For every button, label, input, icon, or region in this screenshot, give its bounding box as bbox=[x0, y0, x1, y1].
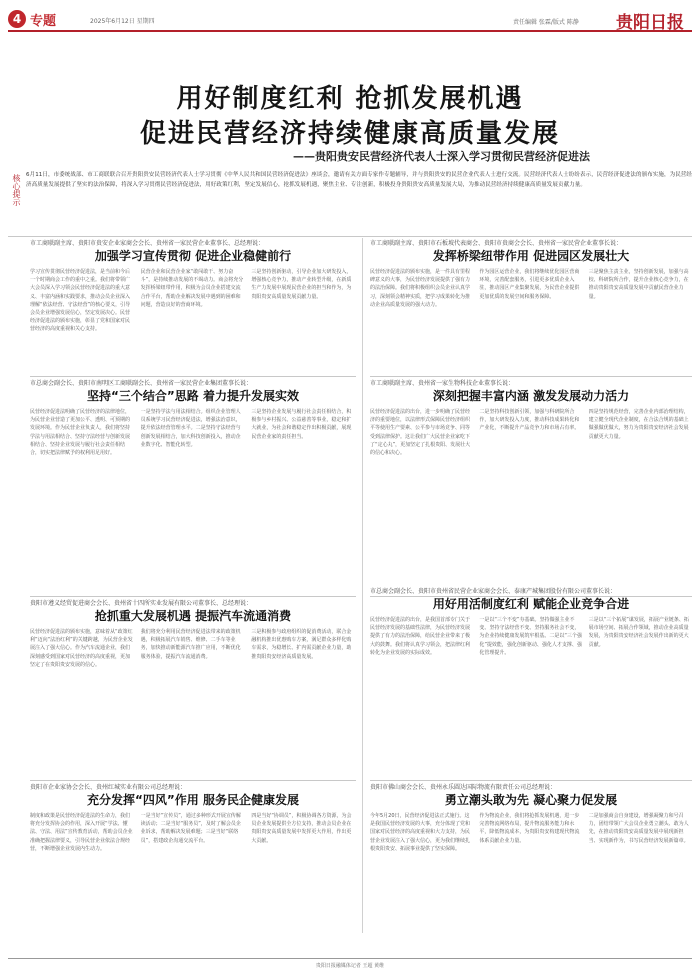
article-paragraph: 今年5月20日，民营经济促进法正式施行。这是我国民营经济发展的大事，充分体现了党和国家对民营经济的高度重视和大力支持，为民营企业发展注入了强大信心，更为我们继续扎根贵阳贵安、拓展事业提供了坚实保障。 bbox=[370, 813, 471, 852]
article-block bbox=[370, 240, 692, 370]
column-name: 专题 bbox=[30, 14, 57, 29]
article-paragraph: 三是聚焦主责主业，坚持创新发展，加强与高校、科研院所合作，提升企业核心竞争力，在推动贵阳贵安高质量发展中贡献民营企业力量。 bbox=[588, 269, 689, 300]
article-paragraph: 民营经济促进法的出台，进一步明确了民营经济的重要地位，以法律形式保障民营经济组织平等使用生产要素、公平参与市场竞争、同等受到法律保护。这让我们广大民营企业家吃下了“定心丸”，更加坚定了扎根贵阳、发展壮大的信心和决心。 bbox=[370, 409, 471, 457]
article-kicker: 市工商联副主席、贵阳市贵安企业家商会会长、贵州省一家民营企业董事长、总经理说： bbox=[30, 240, 265, 247]
article-title: 深刻把握丰富内涵 激发发展动力活力 bbox=[432, 389, 630, 403]
article-block bbox=[370, 588, 692, 778]
article-block bbox=[30, 380, 356, 590]
divider bbox=[30, 780, 356, 781]
article-block bbox=[30, 784, 356, 952]
divider bbox=[370, 376, 692, 377]
article-title: 加强学习宣传贯彻 促进企业稳健前行 bbox=[94, 249, 292, 263]
article-paragraph: 二是加强商会自身建设，增强凝聚力和号召力，团结带领广大会员企业勇立潮头、敢为人先，在推动贵阳贵安高质量发展中展现新担当、实现新作为，书写民营经济发展新篇章。 bbox=[588, 813, 689, 844]
article-kicker: 贵阳市遵义经贸促进商会会长、贵州省十四所实业发展有限公司董事长、总经理说： bbox=[30, 600, 253, 607]
article-kicker: 市总商会副会长、贵阳市贵州省民营企业家商会会长、泰康产城集团股份有限公司董事长说： bbox=[370, 588, 617, 595]
article-paragraph: 四是坚持规范经营，完善企业内部治理结构，建立健全现代企业制度，在合法合规的基础上做强做优做大，努力为贵阳贵安经济社会发展贡献更大力量。 bbox=[588, 409, 689, 440]
issue-date: 2025年6月12日 星期四 bbox=[90, 18, 155, 25]
article-kicker: 市总商会副会长、贵阳市南明区工商联副会长、贵州省一家民营企业集团董事长说： bbox=[30, 380, 253, 387]
article-kicker: 市工商联副主席、贵阳市石板坡代表商会、贵阳市贵商会会长、贵州省一家民营企业董事长说： bbox=[370, 240, 623, 247]
article-title: 发挥桥梁纽带作用 促进园区发展壮大 bbox=[432, 249, 630, 263]
divider bbox=[30, 596, 356, 597]
divider bbox=[8, 236, 692, 237]
page-header bbox=[8, 8, 692, 32]
article-block bbox=[30, 240, 356, 370]
intro-tag: 核心提示 bbox=[12, 174, 21, 206]
divider bbox=[30, 376, 356, 377]
article-paragraph: 二是坚持科技创新引领，加强与科研院所合作，加大研发投入力度，推动科技成果转化和产业化，不断提升产品竞争力和市场占有率。 bbox=[479, 409, 580, 432]
article-paragraph: 学习宣传贯彻民营经济促进法，是当前和今后一个时期商会工作的重中之重。我们将带领广大会员深入学习领会民营经济促进法的重大意义、丰富内涵和实践要求，推动会员企业深入理解“依法经营、守法经营”的核心要义，引导会员企业增强发展信心，坚定发展决心。民营经济促进法的颁布实施，彰显了党和国家对民营经济的高度重视和关心支持。 bbox=[30, 269, 131, 333]
article-paragraph: 四是当好“协调员”，积极协调各方资源，为会员企业发展提供全方位支持，推动会员企业在贵阳贵安高质量发展中发挥更大作用，作出更大贡献。 bbox=[251, 813, 352, 844]
article-paragraph: 三是积极参与政府组织的促消费活动，联合金融机构推出优惠购车方案，满足群众多样化购车需求，为稳增长、扩内需贡献企业力量，助推贵阳贵安经济高质量发展。 bbox=[251, 629, 352, 660]
article-kicker: 市工商联副主席、贵州省一家生物科技企业董事长说： bbox=[370, 380, 515, 387]
headline-line-1: 用好制度红利 抢抓发展机遇 bbox=[176, 84, 524, 114]
article-paragraph: 三是坚持创新驱动，引导企业加大研发投入，增强核心竞争力，推动产业转型升级，在新质生产力发展中展现民营企业的担当和作为，为贵阳贵安高质量发展贡献力量。 bbox=[251, 269, 352, 300]
article-block bbox=[370, 380, 692, 590]
headline-line-2: 促进民营经济持续健康高质量发展 bbox=[139, 119, 560, 149]
editor-credits: 责任编辑 张霖/版式 陈静 bbox=[513, 19, 579, 26]
article-paragraph: 我们将充分利用民营经济促进法带来的政策机遇，积极拓展汽车销售、维修、二手车等业务，加快推动新能源汽车推广应用，不断优化服务体验，提振汽车流通消费。 bbox=[140, 629, 241, 660]
article-paragraph: 民营经济促进法的出台，是我国首部专门关于民营经济发展的基础性法律，为民营经济发展提供了有力的法治保障，给民营企业带来了极大的鼓舞。我们将认真学习领会，把法律红利转化为企业发展的实际成效。 bbox=[370, 617, 471, 656]
article-paragraph: 三是以“三个拓展”谋发展，拓展产业链条、拓展市场空间、拓展合作领域，推动企业高质量发展，为贵阳贵安经济社会发展作出新的更大贡献。 bbox=[588, 617, 689, 648]
page-footer: 贵阳日报融媒体记者 王超 黄维 bbox=[8, 958, 692, 969]
article-title: 充分发挥“四风”作用 服务民企健康发展 bbox=[87, 793, 299, 807]
article-kicker: 贵阳市企业家协会会长、贵州红城实业有限公司总经理说： bbox=[30, 784, 187, 791]
article-paragraph: 民营经济促进法的颁布实施，是一件具有里程碑意义的大事，为民营经济发展提供了强有力的法治保障。我们将积极组织会员企业认真学习，深刻领会精神实质，把学习成果转化为推动企业高质量发展的强大动力。 bbox=[370, 269, 471, 308]
article-title: 勇立潮头敢为先 凝心聚力促发展 bbox=[444, 793, 618, 807]
article-block bbox=[30, 600, 356, 790]
headline-subtitle: ——贵阳贵安民营经济代表人士深入学习贯彻民营经济促进法 bbox=[293, 150, 590, 163]
article-paragraph: 一是坚持学法与用法相结合。组织企业管理人员系统学习民营经济促进法，增强法治意识，提升依法经营管理水平。二是坚持守法经营与创新发展相结合，加大科技创新投入，推动企业数字化、智能化转型。 bbox=[140, 409, 241, 448]
article-paragraph: 民营经济促进法的颁布实施，意味着从“政策红利”迈向“法治红利”的关键跨越，为民营企业发展注入了强大信心。作为汽车流通企业，我们深刻感受到国家对民营经济的高度重视，更加坚定了在贵阳贵安发展的信心。 bbox=[30, 629, 133, 668]
article-paragraph: 民营企业和民营企业家“敢闯敢干、努力奋斗”，是持续推动发展的不竭动力。商会将充分发挥桥梁纽带作用，积极为会员企业搭建交流合作平台，帮助企业解决发展中遇到的困难和问题，营造良好的营商环境。 bbox=[140, 269, 244, 308]
article-title: 抢抓重大发展机遇 提振汽车流通消费 bbox=[94, 609, 292, 623]
article-title: 坚持“三个结合”思路 着力提升发展实效 bbox=[87, 389, 299, 403]
column-divider bbox=[362, 238, 363, 933]
article-kicker: 贵阳市佛山商会会长、贵州永乐圆达国际物流有限责任公司总经理说： bbox=[370, 784, 557, 791]
page-number: 4 bbox=[8, 10, 26, 28]
article-paragraph: 作为园区运营企业，我们将继续优化园区营商环境，完善配套服务，引进更多优质企业入驻，推动园区产业集聚发展，为民营企业提供更加优质的发展空间和服务保障。 bbox=[479, 269, 580, 300]
intro-text: 6月11日，市委统战部、市工商联联合召开贵阳贵安民营经济代表人士学习贯彻《中华人民共和国民营经济促进法》座谈会，邀请有关方面专家作专题辅导，并与贵阳贵安的民营企业代表人士进行交流。民营经济代表人士纷纷表示，民营经济促进法的颁布实施，为民营经济高质量发展提供了坚实的法治保障，将深入学习贯彻民营经济促进法，用好政策红利，坚定发展信心，抢抓发展机遇，聚焦主业、专注创新，积极投身贵阳贵安高质量发展大局，为推动民营经济持续健康高质量发展贡献力量。 bbox=[26, 172, 693, 188]
article-block bbox=[370, 784, 692, 952]
newspaper-logo: 贵阳日报 bbox=[616, 13, 684, 33]
article-paragraph: 一是当好“宣传员”，通过多种形式开展宣传解读活动；二是当好“服务员”，及时了解会员企业诉求，帮助解决发展难题；三是当好“联络员”，搭建政企沟通交流平台。 bbox=[140, 813, 241, 844]
article-paragraph: 作为物流企业，我们将抢抓发展机遇，进一步完善物流网络布局，提升物流服务能力和水平，降低物流成本，为贵阳贵安构建现代物流体系贡献企业力量。 bbox=[479, 813, 580, 844]
article-paragraph: 一是以“三个不变”夯基础。坚持做强主业不变、坚持守法经营不变、坚持服务社会不变，为企业持续健康发展筑牢根基。二是以“三个强化”提效能，强化创新驱动、强化人才支撑、强化管理提升。 bbox=[479, 617, 582, 656]
article-paragraph: 三是坚持企业发展与履行社会责任相结合，积极参与乡村振兴、公益慈善等事业，稳定和扩大就业，为社会和谐稳定作出积极贡献，展现民营企业家的责任担当。 bbox=[251, 409, 352, 440]
article-paragraph: 制度和政策是民营经济促进法的生命力，我们将充分发挥协会的作用，深入开展“学法、懂法、守法、用法”宣传教育活动，帮助会员企业准确把握法律要义，引导民营企业依法合规经营，不断增强企业发展内生动力。 bbox=[30, 813, 133, 852]
divider bbox=[370, 780, 692, 781]
article-title: 用好用活制度红利 赋能企业竞争合进 bbox=[432, 597, 630, 611]
article-paragraph: 民营经济促进法明确了民营经济的法律地位，为民营企业营造了更加公平、透明、可预期的发展环境。作为民营企业负责人，我们将坚持学法与用法相结合、坚持守法经营与创新发展相结合、坚持企业发展与履行社会责任相结合，切实把法律赋予的权利用足用好。 bbox=[30, 409, 131, 457]
